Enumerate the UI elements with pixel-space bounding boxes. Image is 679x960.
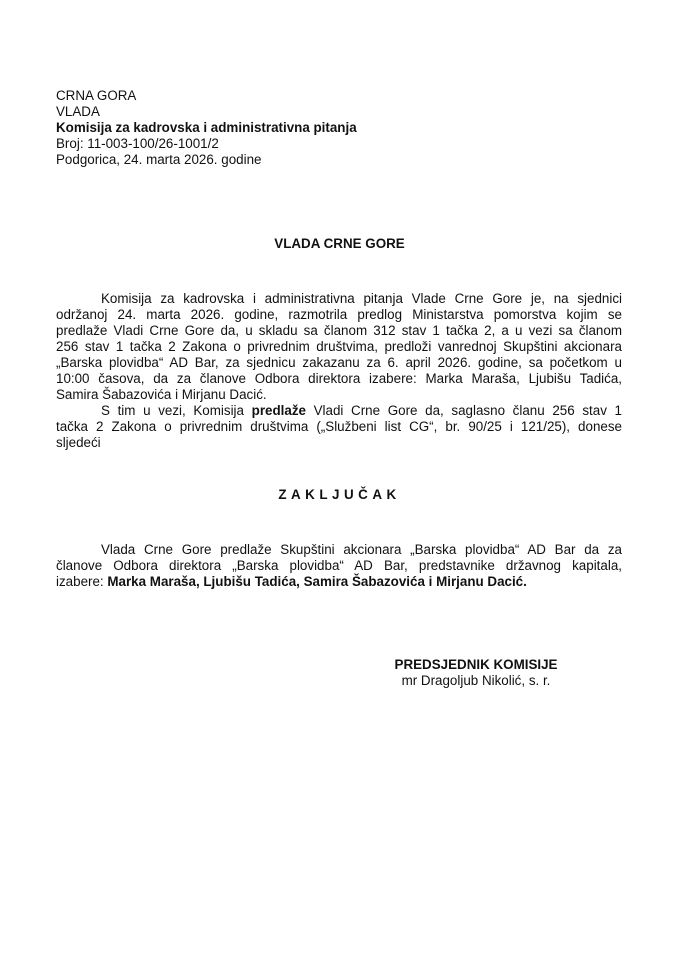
paragraph-line: Samira Šabazovića i Mirjanu Dacić. [56,387,267,402]
conclusion-line: članove Odbora direktora „Barska plovidba“ AD Bar, predstavnike državnog kapitala, [56,558,622,573]
paragraph-line: predlaže Vladi Crne Gore da, u skladu sa članom 312 stav 1 tačka 2, a u vezi sa članom [56,323,622,338]
addressee-heading: VLADA CRNE GORE [274,236,405,251]
signature-name: mr Dragoljub Nikolić, s. r. [401,673,551,688]
conclusion-line: Vlada Crne Gore predlaže Skupštini akcionara „Barska plovidba“ AD Bar da za [101,542,622,557]
country-name: CRNA GORA [56,88,137,103]
signature-title: PREDSJEDNIK KOMISIJE [394,657,558,672]
place-date: Podgorica, 24. marta 2026. godine [56,152,262,167]
paragraph-2-line: sljedeći [56,435,101,450]
text: izabere: [56,574,108,589]
government-name: VLADA [56,104,100,119]
paragraph-2-line [56,403,622,419]
conclusion-heading: ZAKLJUČAK [278,487,401,502]
text: Vladi Crne Gore da, saglasno članu 256 stav 1 [305,403,622,418]
text: S tim u vezi, Komisija [101,403,252,418]
conclusion-line [56,574,622,590]
commission-name: Komisija za kadrovska i administrativna pitanja [56,120,357,135]
paragraph-line: „Barska plovidba“ AD Bar, za sjednicu zakazanu za 6. april 2026. godine, sa početkom u [56,355,622,370]
paragraph-line: 10:00 časova, da za članove Odbora direktora izabere: Marka Maraša, Ljubišu Tadića, [56,371,622,386]
bold-names: Marka Maraša, Ljubišu Tadića, Samira Šabazovića i Mirjanu Dacić. [107,574,527,589]
paragraph-2-line: tačka 2 Zakona o privrednim društvima („Službeni list CG“, br. 90/25 i 121/25), donese [56,419,622,434]
document-header [56,88,622,168]
paragraph-1 [56,291,622,451]
bold-text: predlaže [251,403,306,418]
conclusion-paragraph [56,542,622,590]
signature-block [370,657,582,689]
document-number: Broj: 11-003-100/26-1001/2 [56,136,219,151]
paragraph-line: Komisija za kadrovska i administrativna pitanja Vlade Crne Gore je, na sjednici [101,291,622,306]
paragraph-line: održanoj 24. marta 2026. godine, razmotrila predlog Ministarstva pomorstva kojim se [56,307,622,322]
paragraph-line: 256 stav 1 tačka 2 Zakona o privrednim društvima, predloži vanrednoj Skupštini akcionara [56,339,622,354]
